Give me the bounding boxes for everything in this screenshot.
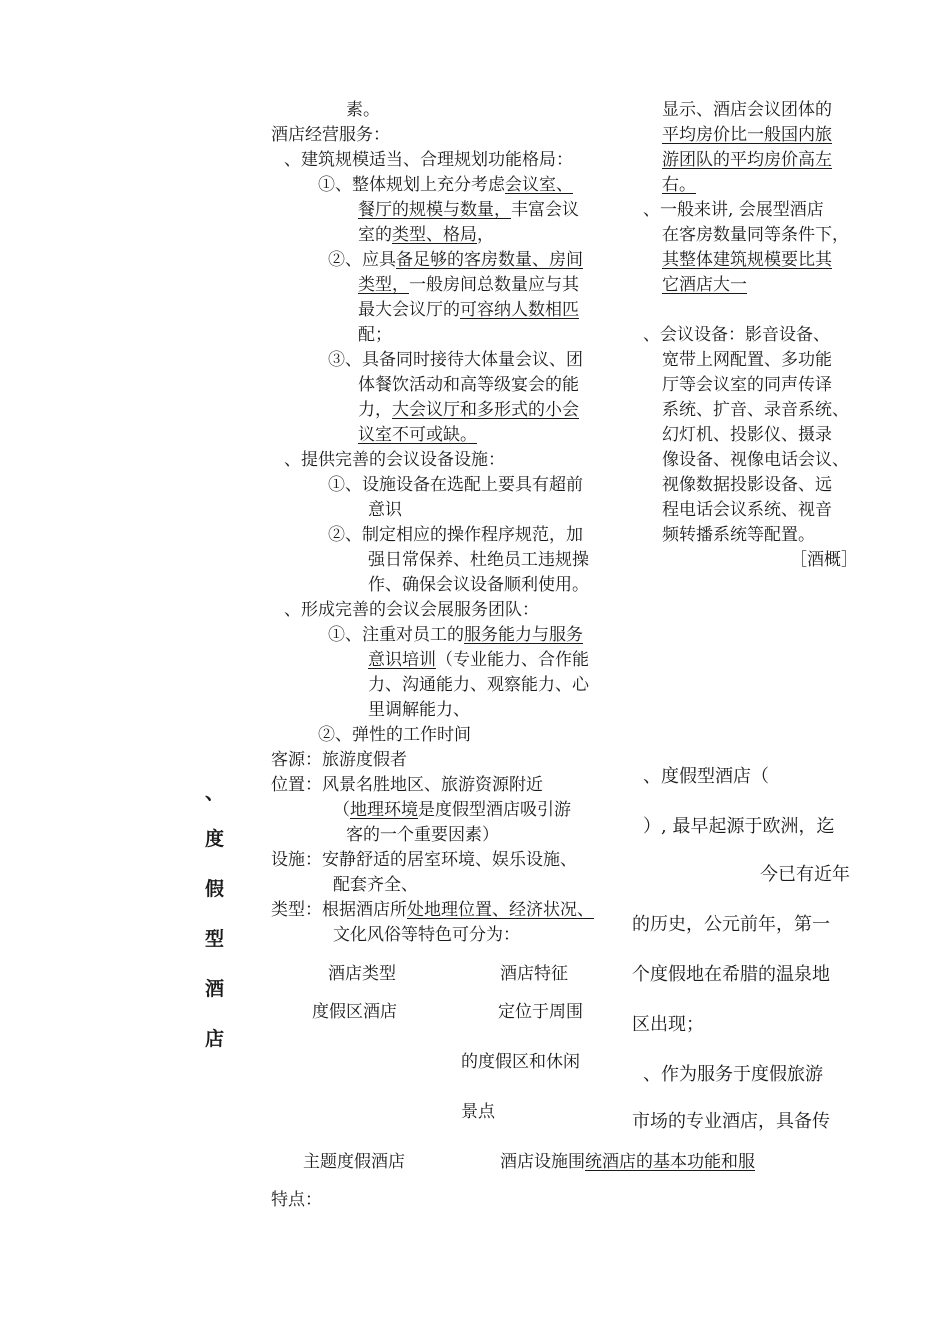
- text-line: 特点：: [271, 1190, 322, 1210]
- text-line: 个度假地在希腊的温泉地: [632, 964, 830, 985]
- text-line: 、作为服务于度假旅游: [643, 1064, 823, 1085]
- text-line: 客源：旅游度假者: [271, 750, 407, 770]
- text-line: 力，大会议厅和多形式的小会: [358, 400, 579, 420]
- text-line: ①、设施设备在选配上要具有超前: [328, 475, 583, 495]
- text-line: 议室不可或缺。: [358, 425, 477, 445]
- table-cell: 主题度假酒店: [303, 1152, 405, 1172]
- text-line: ③、具备同时接待大体量会议、团: [328, 350, 583, 370]
- text-line: 右。: [662, 175, 696, 195]
- text-line: 显示、酒店会议团体的: [662, 100, 832, 120]
- vertical-heading-char: 度: [205, 828, 225, 850]
- text-line: 里调解能力、: [368, 700, 470, 720]
- text-line: 位置：风景名胜地区、旅游资源附近: [271, 775, 543, 795]
- section-heading: 酒店经营服务：: [271, 125, 390, 145]
- text-line: 餐厅的规模与数量，丰富会议: [358, 200, 579, 220]
- text-line: 区出现；: [632, 1014, 704, 1035]
- text-line: 力、沟通能力、观察能力、心: [368, 675, 589, 695]
- text-line: 的历史，公元前年，第一: [632, 914, 830, 935]
- text-line: 频转播系统等配置。: [662, 525, 815, 545]
- text-line: 强日常保养、杜绝员工违规操: [368, 550, 589, 570]
- text-line: （地理环境是度假型酒店吸引游: [333, 800, 571, 820]
- table-cell: 的度假区和休闲: [461, 1052, 580, 1072]
- text-line: ①、注重对员工的服务能力与服务: [328, 625, 583, 645]
- text-line: 游团队的平均房价高左: [662, 150, 832, 170]
- text-line: 意识培训（专业能力、合作能: [368, 650, 589, 670]
- text-line: 其整体建筑规模要比其: [662, 250, 832, 270]
- text-line: 宽带上网配置、多功能: [662, 350, 832, 370]
- text-line: ［酒概］: [790, 550, 858, 570]
- text-line: ②、制定相应的操作程序规范，加: [328, 525, 583, 545]
- text-line: 类型：根据酒店所处地理位置、经济状况、: [271, 900, 594, 920]
- text-line: 意识: [368, 500, 402, 520]
- text-line: ②、弹性的工作时间: [318, 725, 471, 745]
- text-line: 配；: [358, 325, 392, 345]
- text-line: 在客房数量同等条件下，: [662, 225, 849, 245]
- text-line: 、建筑规模适当、合理规划功能格局：: [284, 150, 573, 170]
- text-line: 室的类型、格局，: [358, 225, 494, 245]
- text-line: 平均房价比一般国内旅: [662, 125, 832, 145]
- text-line: 最大会议厅的可容纳人数相匹: [358, 300, 579, 320]
- text-line: 客的一个重要因素）: [346, 825, 499, 845]
- vertical-heading-char: 酒: [205, 978, 225, 1000]
- table-cell: 酒店设施围统酒店的基本功能和服: [500, 1152, 755, 1172]
- text-line: 市场的专业酒店，具备传: [632, 1111, 830, 1132]
- text-line: 作、确保会议设备顺利使用。: [368, 575, 589, 595]
- text-line: 、一般来讲, 会展型酒店: [643, 200, 824, 220]
- text-line: 设施：安静舒适的居室环境、娱乐设施、: [271, 850, 577, 870]
- text-line: 它酒店大一: [662, 275, 747, 295]
- text-line: 幻灯机、投影仪、摄录: [662, 425, 832, 445]
- table-header-type: 酒店类型: [328, 964, 396, 984]
- table-cell: 定位于周围: [498, 1002, 583, 1022]
- text-line: 、度假型酒店（: [643, 766, 769, 787]
- text-line: 程电话会议系统、视音: [662, 500, 832, 520]
- table-cell: 度假区酒店: [312, 1002, 397, 1022]
- text-line: 、形成完善的会议会展服务团队：: [284, 600, 539, 620]
- text-line: ②、应具备足够的客房数量、房间: [328, 250, 583, 270]
- text-line: 文化风俗等特色可分为：: [333, 925, 520, 945]
- text-line: ①、整体规划上充分考虑会议室、: [318, 175, 573, 195]
- text-line: 厅等会议室的同声传译: [662, 375, 832, 395]
- text-line: 类型，一般房间总数量应与其: [358, 275, 579, 295]
- vertical-heading-char: 假: [205, 878, 225, 900]
- text-line: 配套齐全、: [333, 875, 418, 895]
- vertical-heading-char: 店: [205, 1028, 225, 1050]
- text-line: 素。: [346, 100, 380, 120]
- vertical-heading-char: 、: [205, 782, 225, 804]
- text-line: 、提供完善的会议设备设施：: [284, 450, 505, 470]
- table-cell: 景点: [461, 1102, 495, 1122]
- text-line: 像设备、视像电话会议、: [662, 450, 849, 470]
- vertical-heading-char: 型: [205, 928, 225, 950]
- text-line: ）, 最早起源于欧洲，迄: [643, 816, 835, 837]
- table-header-feature: 酒店特征: [500, 964, 568, 984]
- text-line: 体餐饮活动和高等级宴会的能: [358, 375, 579, 395]
- text-line: 今已有近年: [760, 864, 850, 885]
- text-line: 视像数据投影设备、远: [662, 475, 832, 495]
- text-line: 、会议设备：影音设备、: [643, 325, 830, 345]
- text-line: 系统、扩音、录音系统、: [662, 400, 849, 420]
